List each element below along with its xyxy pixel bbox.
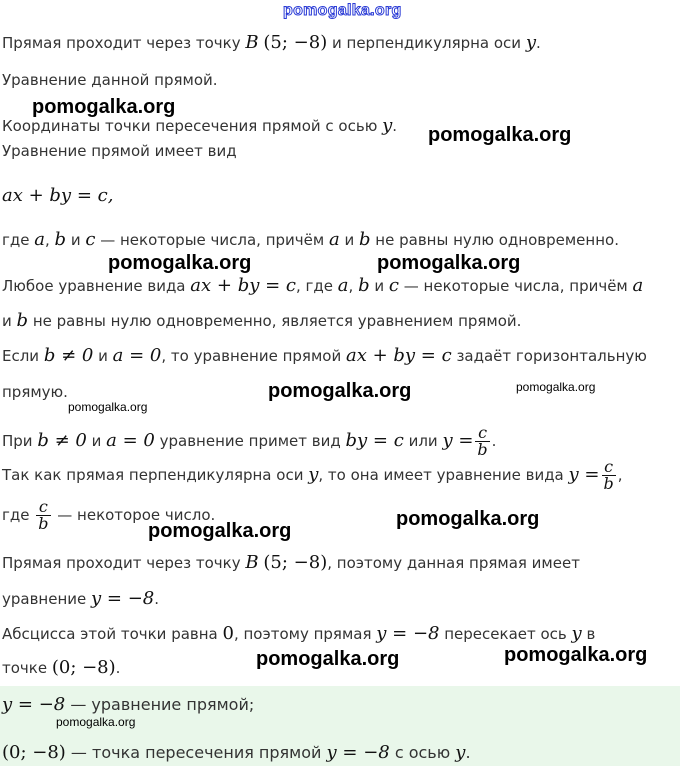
math-zero: 0: [222, 623, 234, 644]
math-b: b: [358, 275, 370, 296]
fraction-numerator: c: [38, 497, 48, 516]
text: уравнение: [2, 590, 92, 608]
math-a: a: [337, 275, 349, 296]
fraction-c-over-b: [36, 499, 50, 532]
math-y: y: [308, 464, 319, 485]
math-equation: by = c: [345, 430, 404, 451]
text: , поэтому данная прямая имеет: [327, 554, 580, 572]
text: или: [403, 432, 443, 450]
any-equation-note-cont: [2, 311, 521, 331]
math-equation: ax + by = c: [345, 345, 452, 366]
text: .: [465, 743, 471, 762]
fraction-c-over-b: [602, 459, 616, 492]
math-y: y: [525, 32, 536, 53]
watermark: pomogalka.org: [32, 96, 176, 118]
text: — некоторое число.: [52, 506, 216, 524]
math-point-coords: (5; −8): [263, 552, 328, 573]
point-substitution: [2, 553, 580, 573]
general-form-intro: [2, 141, 237, 161]
math-condition: b ≠ 0: [37, 430, 87, 451]
text: .: [115, 659, 121, 677]
text: не равны нулю одновременно.: [370, 231, 619, 249]
text: При: [2, 432, 38, 450]
text: и перпендикулярна оси: [327, 34, 526, 52]
fraction-denominator: b: [477, 440, 488, 459]
math-a: a: [328, 229, 340, 250]
math-y: y: [455, 742, 466, 763]
task-item-intersection: [2, 116, 397, 136]
text: ,: [617, 466, 623, 484]
perpendicular-conclusion: [2, 457, 623, 493]
watermark: pomogalka.org: [428, 124, 572, 146]
any-equation-note: [2, 276, 643, 296]
reduced-form: [2, 423, 496, 459]
math-point-b: B: [245, 552, 259, 573]
text: .: [154, 590, 160, 608]
watermark: pomogalka.org: [377, 252, 521, 274]
math-b: b: [359, 229, 371, 250]
math-equation: y =: [442, 430, 474, 451]
text: Уравнение данной прямой.: [2, 71, 218, 89]
text: — некоторые числа, причём: [95, 231, 329, 249]
text: , то уравнение прямой: [161, 347, 346, 365]
watermark: pomogalka.org: [56, 715, 136, 729]
fraction-c-over-b: [475, 425, 489, 458]
math-condition: a = 0: [106, 430, 155, 451]
watermark: pomogalka.org: [396, 508, 540, 530]
coefficients-note: [2, 230, 619, 250]
text: и: [66, 231, 86, 249]
math-y: y: [382, 115, 393, 136]
problem-statement: [2, 33, 541, 53]
text: , где: [296, 277, 338, 295]
text: пересекает ось: [439, 625, 572, 643]
math-point-coords: (0; −8): [2, 742, 66, 763]
answer-intersection: [2, 743, 471, 763]
text: точке: [2, 659, 52, 677]
text: и: [339, 231, 359, 249]
math-equation: y = −8: [376, 623, 440, 644]
watermark: pomogalka.org: [148, 520, 292, 542]
text: и: [2, 312, 17, 330]
math-equation: y = −8: [91, 588, 155, 609]
text: с осью: [389, 743, 456, 762]
text: Уравнение прямой имеет вид: [2, 142, 237, 160]
math-point-b: B: [245, 32, 259, 53]
text: не равны нулю одновременно, является уравнением прямой.: [28, 312, 522, 330]
text: в: [581, 625, 596, 643]
intersection-point: [2, 658, 120, 678]
math-equation: y = −8: [326, 742, 390, 763]
text: Так как прямая перпендикулярна оси: [2, 466, 309, 484]
fraction-numerator: c: [604, 457, 614, 476]
text: , то она имеет уравнение вида: [318, 466, 569, 484]
horizontal-condition: [2, 346, 647, 366]
fraction-denominator: b: [603, 474, 614, 493]
math-c: c: [85, 229, 96, 250]
math-point-coords: (5; −8): [263, 32, 328, 53]
math-condition: a = 0: [112, 345, 162, 366]
watermark: pomogalka.org: [108, 252, 252, 274]
watermark: pomogalka.org: [256, 648, 400, 670]
text: Прямая проходит через точку: [2, 34, 246, 52]
math-equation: y =: [568, 464, 600, 485]
text: .: [392, 117, 398, 135]
watermark: pomogalka.org: [68, 400, 148, 414]
horizontal-condition-cont: [2, 382, 68, 402]
math-equation: ax + by = c,: [2, 185, 114, 206]
watermark: pomogalka.org: [504, 644, 648, 666]
text: и: [93, 347, 113, 365]
text: ,: [348, 277, 359, 295]
text: уравнение примет вид: [154, 432, 346, 450]
math-point-coords: (0; −8): [51, 657, 116, 678]
text: задаёт горизонтальную: [451, 347, 647, 365]
text: прямую.: [2, 383, 68, 401]
text: — точка пересечения прямой: [65, 743, 327, 762]
math-a: a: [34, 229, 45, 250]
intersection-reasoning: [2, 624, 595, 644]
text: — уравнение прямой;: [65, 695, 255, 714]
fraction-numerator: c: [478, 423, 488, 442]
math-b: b: [16, 310, 29, 331]
text: Если: [2, 347, 44, 365]
math-equation: ax + by = c: [190, 275, 296, 296]
top-watermark: pomogalka.org: [283, 2, 402, 19]
text: где: [2, 231, 35, 249]
text: , поэтому прямая: [233, 625, 377, 643]
math-b: b: [54, 229, 67, 250]
math-a: a: [632, 275, 644, 296]
text: Абсцисса этой точки равна: [2, 625, 223, 643]
watermark: pomogalka.org: [268, 380, 412, 402]
math-equation: y = −8: [2, 694, 66, 715]
text: .: [536, 34, 541, 52]
text: ,: [44, 231, 55, 249]
math-y: y: [571, 623, 582, 644]
math-condition: b ≠ 0: [43, 345, 94, 366]
task-item-equation: [2, 70, 218, 90]
text: .: [491, 432, 497, 450]
line-equation-result: [2, 589, 159, 609]
text: Прямая проходит через точку: [2, 554, 246, 572]
text: и: [369, 277, 389, 295]
text: где: [2, 506, 35, 524]
text: и: [86, 432, 107, 450]
text: — некоторые числа, причём: [399, 277, 633, 295]
text: Любое уравнение вида: [2, 277, 191, 295]
watermark: pomogalka.org: [516, 380, 596, 394]
text: Координаты точки пересечения прямой с осью: [2, 117, 383, 135]
fraction-denominator: b: [38, 514, 49, 533]
answer-equation: [2, 695, 254, 715]
general-equation: [2, 186, 113, 206]
math-c: c: [388, 275, 399, 296]
